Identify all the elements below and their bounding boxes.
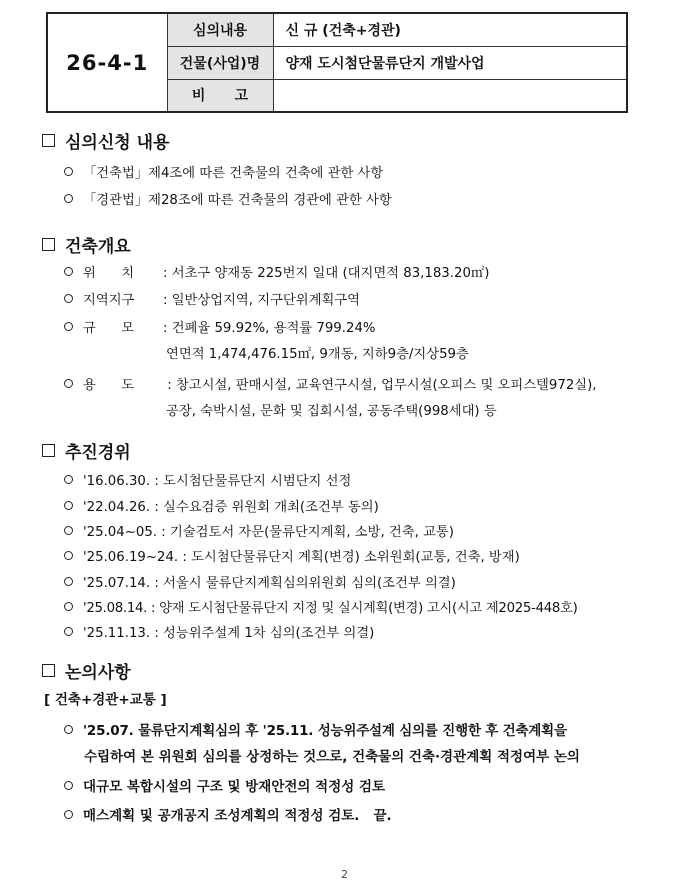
section-title-application [42, 128, 169, 153]
list-item [64, 546, 520, 565]
item-label: 지역지구 [83, 293, 135, 308]
list-item [64, 289, 360, 308]
item-value: : 건폐율 59.92%, 용적률 799.24% [163, 321, 376, 336]
list-item [64, 597, 577, 616]
list-item [64, 162, 383, 181]
list-item [64, 719, 567, 739]
circle-bullet-icon [64, 475, 73, 484]
item-continuation: 수립하여 본 위원회 심의를 상정하는 것으로, 건축물의 건축·경관계획 적정여부 논의 [84, 749, 580, 765]
page-number: 2 [341, 868, 348, 881]
checkbox-square-icon [42, 444, 55, 457]
list-item-text: '25.06.19~24. : 도시첨단물류단지 계획(변경) 소위원회(교통, 건축, 방재) [83, 550, 520, 565]
circle-bullet-icon [64, 294, 73, 303]
checkbox-square-icon [42, 664, 55, 677]
header-value-remarks [273, 79, 627, 112]
circle-bullet-icon [64, 781, 73, 790]
discussion-subheading: [ 건축+경관+교통 ] [44, 692, 167, 708]
list-item [64, 470, 351, 489]
section-title-overview [42, 232, 131, 257]
list-item [64, 804, 392, 824]
item-continuation: 연면적 1,474,476.15㎡, 9개동, 지하9층/지상59층 [166, 347, 469, 362]
list-item-text: '25.07. 물류단지계획심의 후 '25.11. 성능위주설계 심의를 진행한 후 건축계획을 [83, 723, 567, 739]
item-value: : 서초구 양재동 225번지 일대 (대지면적 83,183.20㎡) [163, 266, 490, 281]
circle-bullet-icon [64, 379, 73, 388]
circle-bullet-icon [64, 167, 73, 176]
header-label-content: 심의내용 [167, 13, 273, 46]
section-title-history [42, 438, 131, 463]
circle-bullet-icon [64, 194, 73, 203]
case-code: 26-4-1 [47, 13, 167, 112]
section-title-text: 추진경위 [65, 443, 131, 463]
circle-bullet-icon [64, 551, 73, 560]
header-value-building: 양재 도시첨단물류단지 개발사업 [273, 46, 627, 79]
circle-bullet-icon [64, 577, 73, 586]
list-item [64, 496, 379, 515]
circle-bullet-icon [64, 725, 73, 734]
checkbox-square-icon [42, 134, 55, 147]
item-value: : 창고시설, 판매시설, 교육연구시설, 업무시설(오피스 및 오피스텔972실), [163, 378, 597, 393]
circle-bullet-icon [64, 501, 73, 510]
list-item-text: 매스계획 및 공개공지 조성계획의 적정성 검토. 끝. [83, 808, 392, 824]
header-table [46, 12, 628, 113]
list-item [64, 374, 597, 393]
list-item-text: '25.08.14. : 양재 도시첨단물류단지 지정 및 실시계획(변경) 고시(시고 제2025-448호) [83, 601, 578, 616]
circle-bullet-icon [64, 267, 73, 276]
list-item-text: '22.04.26. : 실수요검증 위원회 개최(조건부 동의) [83, 500, 379, 515]
list-item [64, 521, 454, 540]
section-title-text: 심의신청 내용 [65, 133, 170, 153]
list-item-text: 대규모 복합시설의 구조 및 방재안전의 적정성 검토 [83, 779, 386, 795]
list-item [64, 572, 456, 591]
list-item-text: '16.06.30. : 도시첨단물류단지 시범단지 선정 [83, 474, 352, 489]
header-label-remarks: 비 고 [167, 79, 273, 112]
circle-bullet-icon [64, 602, 73, 611]
item-label: 용 도 [83, 378, 135, 393]
header-label-building: 건물(사업)명 [167, 46, 273, 79]
header-value-content: 신 규 (건축+경관) [273, 13, 627, 46]
list-item [64, 622, 374, 641]
checkbox-square-icon [42, 238, 55, 251]
list-item-text: '25.04~05. : 기술검토서 자문(물류단지계획, 소방, 건축, 교통) [83, 525, 454, 540]
list-item-text: 「경관법」제28조에 따른 건축물의 경관에 관한 사항 [83, 193, 392, 208]
circle-bullet-icon [64, 627, 73, 636]
section-title-discussion [42, 658, 131, 683]
list-item [64, 262, 489, 281]
circle-bullet-icon [64, 810, 73, 819]
item-label: 위 치 [83, 266, 135, 281]
circle-bullet-icon [64, 322, 73, 331]
section-title-text: 논의사항 [65, 663, 131, 683]
item-label: 규 모 [83, 321, 135, 336]
list-item [64, 317, 376, 336]
list-item [64, 775, 385, 795]
list-item-text: 「건축법」제4조에 따른 건축물의 건축에 관한 사항 [83, 166, 384, 181]
section-title-text: 건축개요 [65, 237, 131, 257]
list-item [64, 189, 392, 208]
list-item-text: '25.11.13. : 성능위주설계 1차 심의(조건부 의결) [83, 626, 375, 641]
item-value: : 일반상업지역, 지구단위계획구역 [163, 293, 360, 308]
list-item-text: '25.07.14. : 서울시 물류단지계획심의위원회 심의(조건부 의결) [83, 576, 456, 591]
circle-bullet-icon [64, 526, 73, 535]
item-continuation: 공장, 숙박시설, 문화 및 집회시설, 공동주택(998세대) 등 [166, 404, 497, 419]
